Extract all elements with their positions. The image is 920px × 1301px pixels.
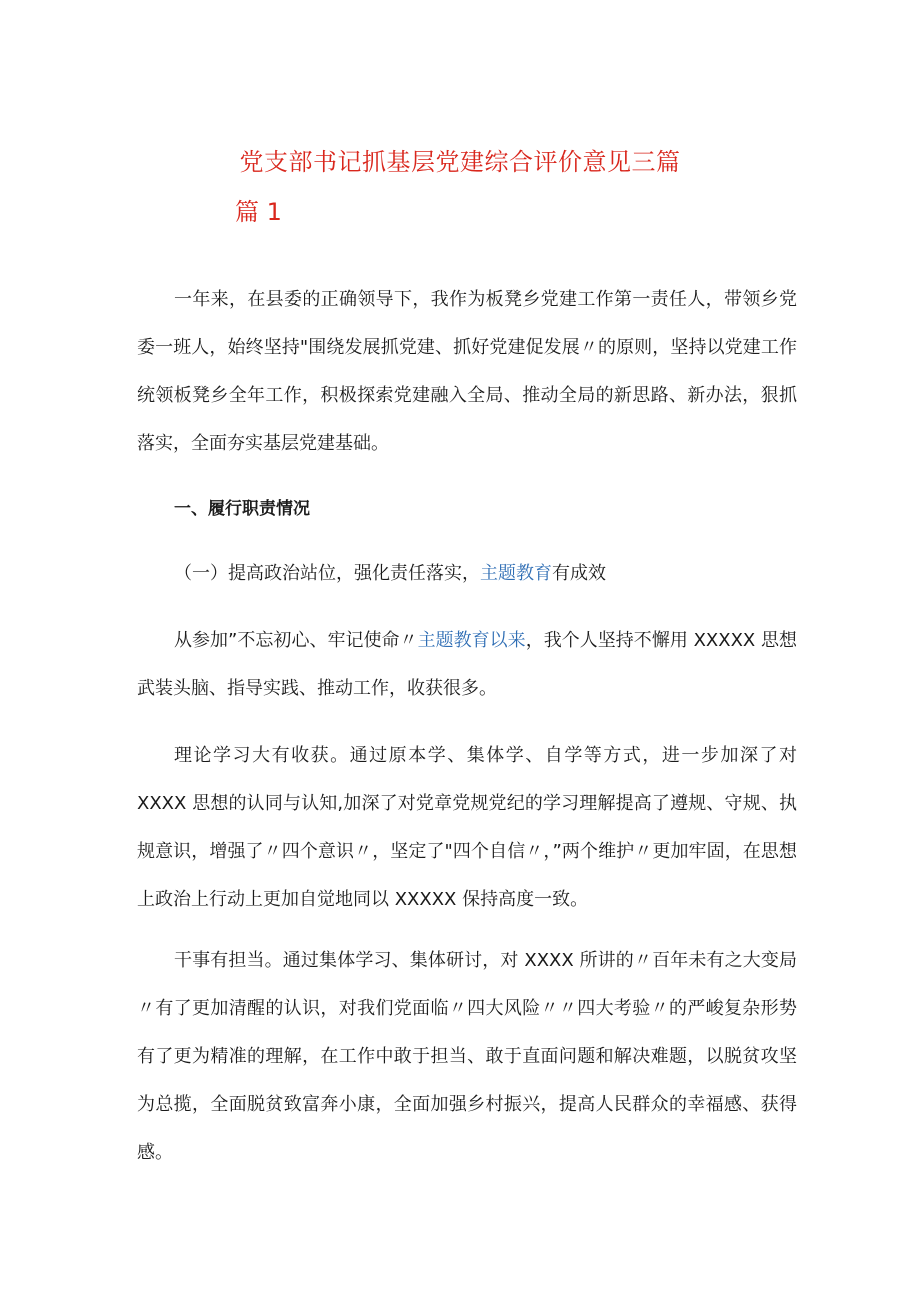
section-label: 篇 1 (235, 198, 282, 226)
subheading-text-after: 有成效 (552, 563, 606, 584)
heading-duty-performance: 一、履行职责情况 (174, 499, 310, 519)
document-title: 党支部书记抓基层党建综合评价意见三篇 (239, 148, 681, 176)
subheading-text-before: （一）提高政治站位，强化责任落实， (174, 563, 480, 584)
study-text-before: 从参加”不忘初心、牢记使命〃 (174, 630, 418, 651)
subheading-political-stance (174, 558, 606, 590)
study-text-after: ，我个人坚持不懈用 XXXXX 思想武装头脑、指导实践、推动工作，收获很多。 (137, 630, 797, 699)
theme-education-link[interactable]: 主题教育 (480, 563, 552, 584)
theme-education-since-link[interactable]: 主题教育以来 (417, 630, 526, 651)
study-paragraph (137, 617, 797, 713)
theory-study-paragraph: 理论学习大有收获。通过原本学、集体学、自学等方式，进一步加深了对 XXXX 思想的认同与认知,加深了对党章党规党纪的学习理解提高了遵规、守规、执规意识，增强了〃四个意识〃，坚定了"四个自信〃，”两个维护〃更加牢固，在思想上政治上行动上更加自觉地同以 XXXXX 保持高度一致。 (137, 745, 797, 910)
intro-paragraph: 一年来，在县委的正确领导下，我作为板凳乡党建工作第一责任人，带领乡党委一班人，始终坚持"围绕发展抓党建、抓好党建促发展〃的原则，坚持以党建工作统领板凳乡全年工作，积极探索党建融入全局、推动全局的新思路、新办法，狠抓落实，全面夯实基层党建基础。 (137, 289, 797, 454)
responsibility-paragraph: 干事有担当。通过集体学习、集体研讨，对 XXXX 所讲的〃百年未有之大变局〃有了更加清醒的认识，对我们党面临〃四大风险〃〃四大考验〃的严峻复杂形势有了更为精准的理解，在工作中敢于担当、敢于直面问题和解决难题，以脱贫攻坚为总揽，全面脱贫致富奔小康，全面加强乡村振兴，提高人民群众的幸福感、获得感。 (137, 950, 797, 1163)
